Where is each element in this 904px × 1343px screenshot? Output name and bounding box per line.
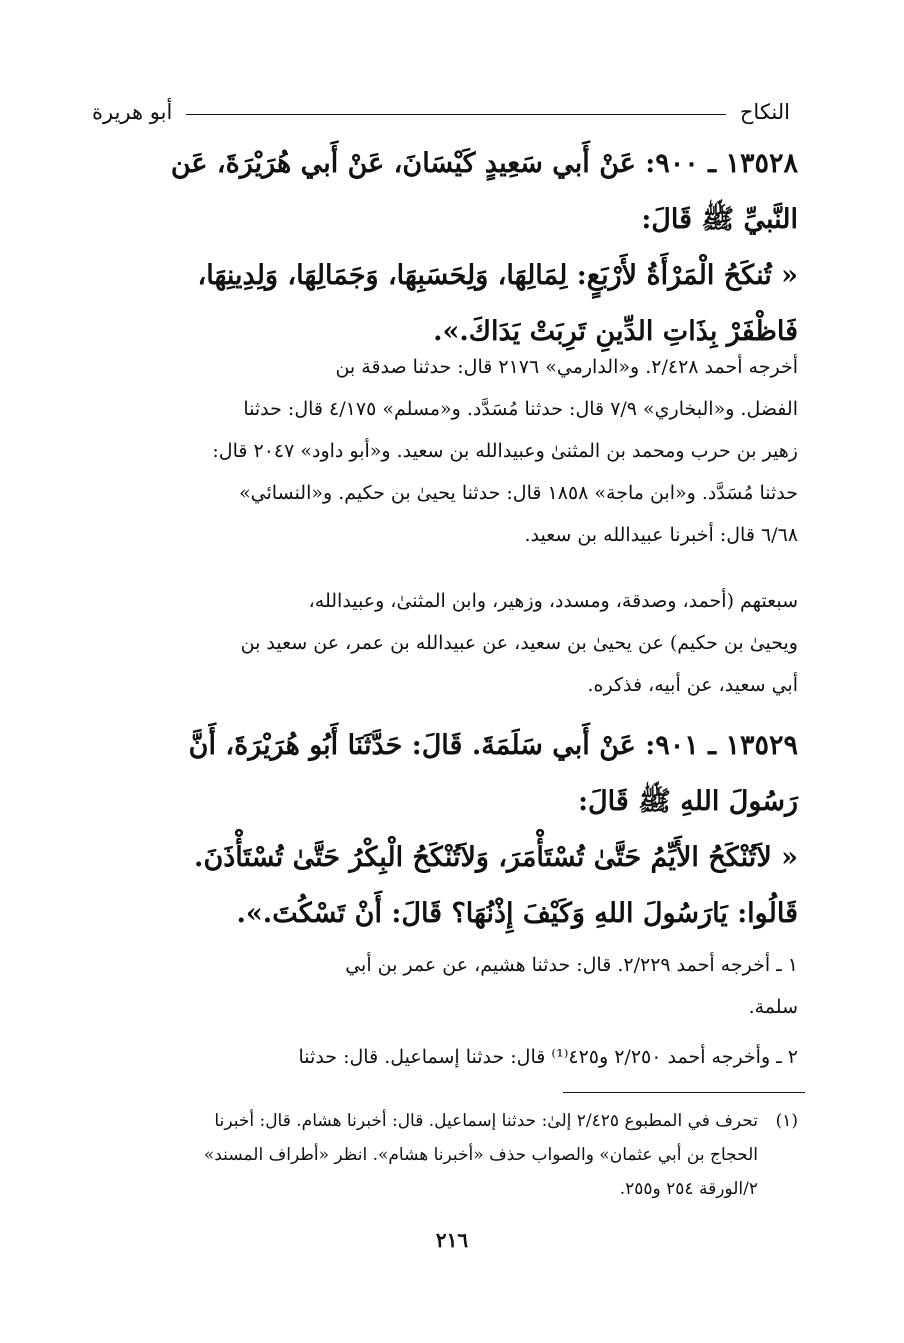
hadith-line: فَاظْفَرْ بِذَاتِ الدِّينِ تَرِبَتْ يَدَاكَ.». bbox=[433, 316, 798, 347]
hadith-line: « تُنكَحُ الْمَرْأَةُ لأَرْبَعٍ: لِمَالِهَا، وَلِحَسَبِهَا، وَجَمَالِهَا، وَلِدِينِهَا، bbox=[197, 260, 798, 291]
text-line: أبي سعيد، عن أبيه، فذكره. bbox=[587, 674, 798, 696]
takhrij-13529 bbox=[110, 944, 798, 1078]
hadith-line: « لاَتُنْكَحُ الأَيِّمُ حَتَّىٰ تُسْتَأْمَرَ، وَلاَتُنْكَحُ الْبِكْرُ حَتَّىٰ تُسْتَأْذَنَ. bbox=[194, 842, 798, 873]
hadith-13529 bbox=[110, 718, 798, 942]
text-line: ٢ ـ وأخرجه أحمد ٢/٢٥٠ و٤٢٥⁽¹⁾ قال: حدثنا إسماعيل. قال: حدثنا bbox=[298, 1046, 798, 1068]
hadith-13528 bbox=[110, 136, 798, 360]
text-line: حدثنا مُسَدَّد. و«ابن ماجة» ١٨٥٨ قال: حدثنا يحيىٰ بن حكيم. و«النسائي» bbox=[239, 482, 798, 504]
text-line: زهير بن حرب ومحمد بن المثنىٰ وعبيدالله بن سعيد. و«أبو داود» ٢٠٤٧ قال: bbox=[212, 440, 798, 462]
narrator-title: أبو هريرة bbox=[92, 100, 173, 124]
header-rule bbox=[186, 114, 726, 115]
footnote bbox=[98, 1104, 798, 1206]
running-header bbox=[92, 88, 790, 124]
text-line: ويحيىٰ بن حكيم) عن يحيىٰ بن سعيد، عن عبيدالله بن عمر، عن سعيد بن bbox=[240, 632, 798, 654]
takhrij-13528 bbox=[110, 346, 798, 556]
page-number: ٢١٦ bbox=[435, 1228, 469, 1252]
text-line: سبعتهم (أحمد، وصدقة، ومسدد، وزهير، وابن المثنىٰ، وعبيدالله، bbox=[308, 590, 798, 612]
text-line: سلمة. bbox=[748, 996, 798, 1018]
text-line: ١ ـ أخرجه أحمد ٢/٢٢٩. قال: حدثنا هشيم، عن عمر بن أبي bbox=[345, 954, 798, 976]
hadith-line: قَالُوا: يَارَسُولَ اللهِ وَكَيْفَ إِذْنُهَا؟ قَالَ: أَنْ تَسْكُتَ.». bbox=[236, 898, 798, 929]
footnote-text bbox=[98, 1104, 758, 1206]
hadith-line: النَّبيِّ ﷺ قَالَ: bbox=[641, 204, 798, 235]
footnote-separator bbox=[563, 1092, 805, 1093]
footnote-marker: (١) bbox=[775, 1111, 798, 1131]
footnote-line: تحرف في المطبوع ٢/٤٢٥ إلىٰ: حدثنا إسماعيل. قال: أخبرنا هشام. قال: أخبرنا bbox=[214, 1111, 758, 1131]
commentary-13528 bbox=[110, 580, 798, 706]
text-line: ٦/٦٨ قال: أخبرنا عبيدالله بن سعيد. bbox=[524, 524, 798, 546]
footnote-line: ٢/الورقة ٢٥٤ و٢٥٥. bbox=[619, 1179, 758, 1199]
footnote-line: الحجاج بن أبي عثمان» والصواب حذف «أخبرنا هشام». انظر «أطراف المسند» bbox=[203, 1145, 758, 1165]
chapter-title: النكاح bbox=[739, 100, 790, 124]
text-line: أخرجه أحمد ٢/٤٢٨. و«الدارمي» ٢١٧٦ قال: حدثنا صدقة بن bbox=[335, 356, 798, 378]
hadith-line: رَسُولَ اللهِ ﷺ قَالَ: bbox=[578, 786, 798, 817]
hadith-line: ١٣٥٢٩ ـ ٩٠١: عَنْ أَبي سَلَمَةَ. قَالَ: حَدَّثَنَا أَبُو هُرَيْرَةَ، أَنَّ bbox=[188, 730, 798, 761]
text-line: الفضل. و«البخاري» ٧/٩ قال: حدثنا مُسَدَّد. و«مسلم» ٤/١٧٥ قال: حدثنا bbox=[243, 398, 798, 420]
hadith-line: ١٣٥٢٨ ـ ٩٠٠: عَنْ أَبي سَعِيدٍ كَيْسَانَ، عَنْ أَبي هُرَيْرَةَ، عَن bbox=[170, 148, 798, 179]
